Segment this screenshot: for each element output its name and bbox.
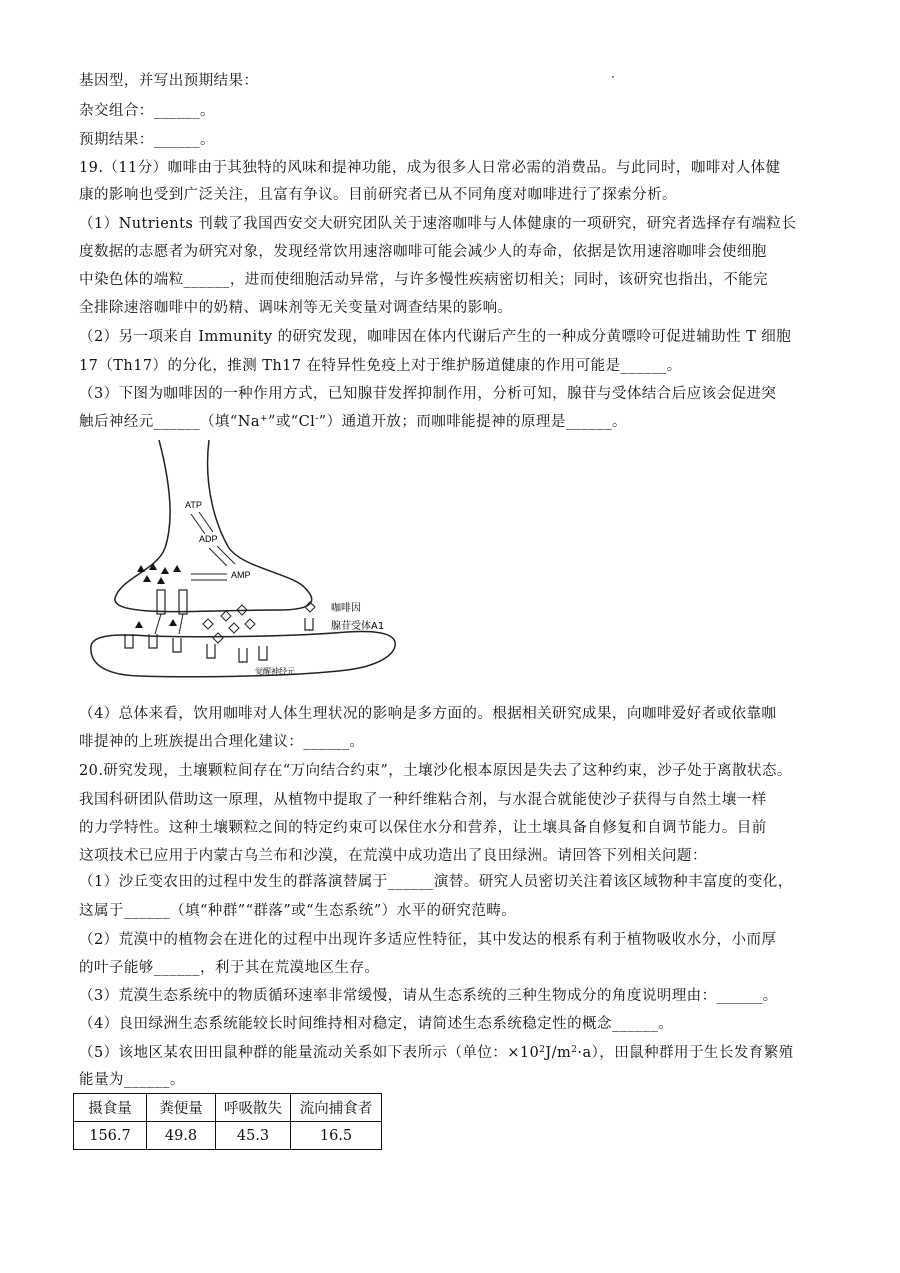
arrow bbox=[209, 548, 227, 566]
amp-label: AMP bbox=[231, 570, 251, 580]
text-line: （2）荒漠中的植物会在进化的过程中出现许多适应性特征，其中发达的根系有利于植物吸收水分，小而厚 bbox=[79, 932, 777, 948]
text-line: 能量为______。 bbox=[79, 1072, 185, 1088]
legend-caffeine-label: 咖啡因 bbox=[331, 603, 361, 614]
text-seg: ”）通道开放；而咖啡能提神的原理是______。 bbox=[318, 414, 627, 430]
text-line: 度数据的志愿者为研究对象，发现经常饮用速溶咖啡可能会减少人的寿命，依据是饮用速溶咖啡会使细胞 bbox=[79, 244, 767, 260]
question-19-heading: 19.（11分）咖啡由于其独特的风味和提神功能，成为很多人日常必需的消费品。与此同时，咖啡对人体健 bbox=[79, 160, 781, 176]
adenosine-mark bbox=[169, 619, 177, 626]
table-header-row bbox=[74, 1094, 382, 1122]
text-line: （4）总体来看，饮用咖啡对人体生理状况的影响是多方面的。根据相关研究成果，向咖啡爱好者或依靠咖 bbox=[79, 706, 777, 722]
text-line bbox=[79, 412, 627, 432]
arrow bbox=[217, 546, 235, 564]
text-seg: （5）该地区某农田田鼠种群的能量流动关系如下表所示（单位：×10 bbox=[79, 1045, 540, 1061]
table-row bbox=[74, 1122, 382, 1150]
adenosine-mark bbox=[135, 621, 143, 628]
text-line: 康的影响也受到广泛关注，且富有争议。目前研究者已从不同角度对咖啡进行了探索分析。 bbox=[79, 187, 677, 203]
text-line bbox=[79, 1043, 794, 1063]
postsynaptic-label: 觉醒神经元 bbox=[255, 667, 295, 676]
text-seg: 触后神经元______（填“Na bbox=[79, 414, 260, 430]
caffeine-mark bbox=[213, 633, 223, 643]
superscript: - bbox=[315, 414, 319, 424]
table-header-cell: 流向捕食者 bbox=[291, 1094, 382, 1122]
adenosine-mark bbox=[137, 565, 145, 572]
adp-label: ADP bbox=[199, 534, 218, 544]
text-line: （3）下图为咖啡因的一种作用方式，已知腺苷发挥抑制作用，分析可知，腺苷与受体结合后应该会促进突 bbox=[79, 386, 777, 402]
caffeine-mark bbox=[229, 623, 239, 633]
atp-label: ATP bbox=[185, 500, 202, 510]
presynaptic-terminal bbox=[115, 440, 312, 612]
text-seg: ·a），田鼠种群用于生长发育繁殖 bbox=[577, 1045, 794, 1061]
text-line: （4）良田绿洲生态系统能较长时间维持相对稳定，请简述生态系统稳定性的概念______。 bbox=[79, 1016, 674, 1032]
adenosine-mark bbox=[173, 565, 181, 572]
channel bbox=[179, 590, 187, 614]
synapse-diagram bbox=[79, 438, 479, 698]
table-cell: 49.8 bbox=[147, 1122, 216, 1150]
superscript: 2 bbox=[539, 1045, 546, 1055]
postsynaptic-neuron bbox=[91, 631, 395, 676]
superscript: + bbox=[259, 414, 268, 424]
text-seg: ”或“Cl bbox=[267, 414, 316, 430]
legend-receptor-label: 腺苷受体A1 bbox=[331, 621, 385, 632]
caffeine-mark bbox=[221, 611, 231, 621]
arrow bbox=[155, 614, 161, 634]
text-line: （1）Nutrients 刊载了我国西安交大研究团队关于速溶咖啡与人体健康的一项研究，研究者选择存有端粒长 bbox=[79, 216, 797, 232]
text-line: 的叶子能够______，利于其在荒漠地区生存。 bbox=[79, 960, 380, 976]
table-header-cell: 粪便量 bbox=[147, 1094, 216, 1122]
energy-flow-table bbox=[73, 1093, 382, 1150]
text-line: 我国科研团队借助这一原理，从植物中提取了一种纤维粘合剂，与水混合就能使沙子获得与自然土壤一样 bbox=[79, 792, 767, 808]
text-line: 预期结果：______。 bbox=[79, 132, 215, 148]
text-line: 全排除速溶咖啡中的奶精、调味剂等无关变量对调查结果的影响。 bbox=[79, 300, 513, 316]
arrow bbox=[179, 614, 183, 634]
text-line: 基因型，并写出预期结果： bbox=[79, 73, 259, 89]
table-cell: 45.3 bbox=[216, 1122, 291, 1150]
receptor-row bbox=[125, 634, 267, 662]
text-line: 中染色体的端粒______，进而使细胞活动异常，与许多慢性疾病密切相关；同时，该研究也指出，不能完 bbox=[79, 272, 769, 288]
table-cell: 156.7 bbox=[74, 1122, 147, 1150]
legend-receptor-symbol bbox=[305, 618, 313, 630]
text-line: 啡提神的上班族提出合理化建议：______。 bbox=[79, 734, 365, 750]
channel bbox=[157, 590, 165, 614]
adenosine-mark bbox=[143, 575, 151, 582]
table-header-cell: 摄食量 bbox=[74, 1094, 147, 1122]
table-cell: 16.5 bbox=[291, 1122, 382, 1150]
caffeine-mark bbox=[245, 619, 255, 629]
text-line: 这属于______（填“种群”“群落”或“生态系统”）水平的研究范畴。 bbox=[79, 903, 517, 919]
text-line: 这项技术已应用于内蒙古乌兰布和沙漠，在荒漠中成功造出了良田绿洲。请回答下列相关问题： bbox=[79, 848, 707, 864]
text-line: （3）荒漠生态系统中的物质循环速率非常缓慢，请从生态系统的三种生物成分的角度说明理由：______。 bbox=[79, 988, 778, 1004]
table-header-cell: 呼吸散失 bbox=[216, 1094, 291, 1122]
adenosine-mark bbox=[157, 577, 165, 584]
superscript: 2 bbox=[571, 1045, 578, 1055]
speck bbox=[612, 76, 614, 78]
text-line: 杂交组合：______。 bbox=[79, 103, 215, 119]
text-line: （1）沙丘变农田的过程中发生的群落演替属于______演替。研究人员密切关注着该区域物种丰富度的变化， bbox=[79, 874, 793, 890]
text-line: 的力学特性。这种土壤颗粒之间的特定约束可以保住水分和营养，让土壤具备自修复和自调节能力。目前 bbox=[79, 820, 767, 836]
text-line: （2）另一项来自 Immunity 的研究发现，咖啡因在体内代谢后产生的一种成分黄嘌呤可促进辅助性 T 细胞 bbox=[79, 329, 792, 345]
text-seg: J/m bbox=[545, 1045, 572, 1061]
adenosine-mark bbox=[161, 567, 169, 574]
caffeine-mark bbox=[203, 619, 213, 629]
text-line: 17（Th17）的分化，推测 Th17 在特异性免疫上对于维护肠道健康的作用可能是______。 bbox=[79, 358, 682, 374]
question-20-heading: 20.研究发现，土壤颗粒间存在“万向结合约束”，土壤沙化根本原因是失去了这种约束，沙子处于离散状态。 bbox=[79, 763, 792, 779]
